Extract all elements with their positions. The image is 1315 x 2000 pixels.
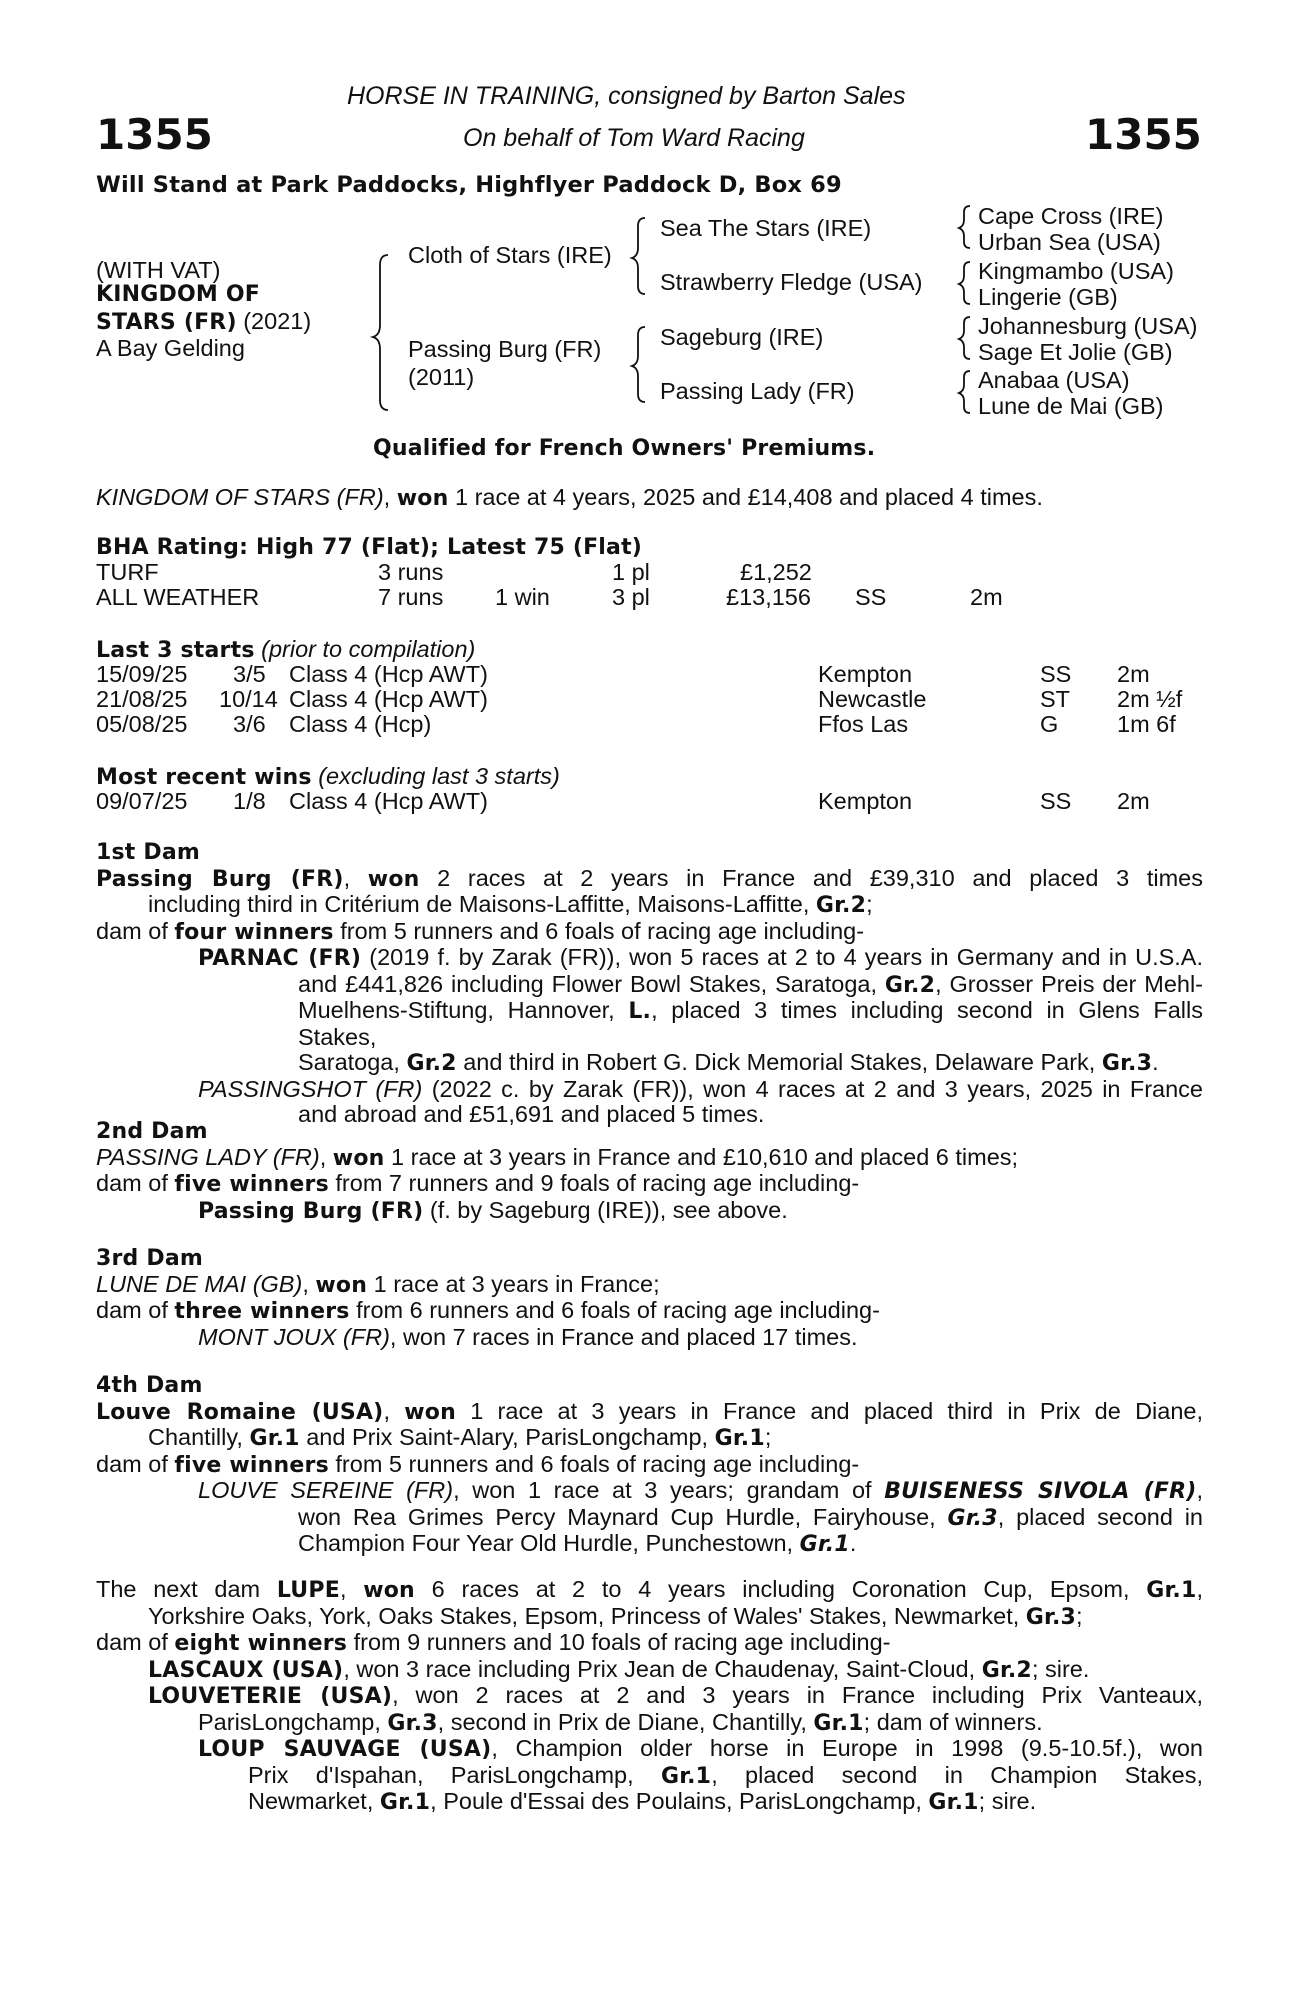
horse-name: STARS (FR): [96, 310, 237, 335]
start-course: Ffos Las: [818, 711, 909, 737]
rating-placed: 3 pl: [612, 584, 650, 610]
rating-runs: 3 runs: [378, 559, 444, 585]
pedigree-ddd: Lune de Mai (GB): [978, 393, 1164, 419]
pedigree-sdd: Lingerie (GB): [978, 284, 1118, 310]
lot-number-left: 1355: [96, 110, 213, 159]
rating-surface: TURF: [96, 559, 159, 585]
last3-heading: Last 3 starts: [96, 638, 255, 663]
recent-wins-heading: Most recent wins: [96, 765, 312, 790]
start-going: SS: [1040, 661, 1072, 687]
rating-row-all-weather: [0, 584, 1315, 610]
progeny-name: LOUVE SEREINE (FR): [198, 1477, 454, 1503]
dam-name: LUPE: [276, 1578, 340, 1603]
summary-horse-name: KINGDOM OF STARS (FR): [96, 484, 384, 510]
recent-wins-note: (excluding last 3 starts): [311, 763, 560, 789]
summary-won: won: [396, 486, 449, 511]
dam-name: LUNE DE MAI (GB): [96, 1270, 303, 1297]
start-distance: 2m ½f: [1117, 686, 1183, 712]
pedigree-dam: Passing Burg (FR): [408, 336, 602, 362]
next-dam-section: The next dam LUPE, won 6 races at 2 to 4 years including Coronation Cup, Epsom, Gr.1, Yorkshire Oaks, York, Oaks Stakes, Epsom, Princess of Wales' Stakes, Newmarket, Gr.3; dam of eight winners from 9 runners and 10 foals of racing age including- LASCAUX (USA), won 3 race including Prix Jean de Chaudenay, Saint-Cloud, Gr.2; sire. LOUVETERIE (USA), won 2 races at 2 and 3 years in France including Prix Vanteaux, ParisLongchamp, Gr.3, second in Prix de Diane, Chantilly, Gr.1; dam of winners. LOUP SAUVAGE (USA), Champion older horse in Europe in 1998 (9.5-10.5f.), won Prix d'Ispahan, ParisLongchamp, Gr.1, placed second in Champion Stakes, Newmarket, Gr.1, Poule d'Essai des Poulains, ParisLongchamp, Gr.1; sire.: [96, 1576, 1204, 1815]
pedigree-dsd: Sage Et Jolie (GB): [978, 339, 1173, 365]
start-distance: 2m: [1117, 661, 1150, 687]
win-distance: 2m: [1117, 788, 1150, 814]
bha-rating-title: BHA Rating: High 77 (Flat); Latest 75 (Flat): [96, 535, 643, 560]
dam-name: Passing Burg (FR): [96, 866, 344, 892]
rating-row-turf: [0, 559, 1315, 585]
win-position: 1/8: [233, 788, 266, 814]
rating-going: SS: [855, 584, 887, 610]
horse-year: (2021): [236, 308, 312, 334]
pedigree-sds: Kingmambo (USA): [978, 258, 1174, 284]
start-date: 05/08/25: [96, 711, 188, 737]
start-position: 10/14: [219, 686, 278, 712]
consignment-line: HORSE IN TRAINING, consigned by Barton Sales: [347, 82, 906, 110]
last3-row: [0, 711, 1315, 737]
second-dam-section: 2nd Dam PASSING LADY (FR), won 1 race at 3 years in France and £10,610 and placed 6 times; dam of five winners from 7 runners and 9 foals of racing age including- Passing Burg (FR) (f. by Sageburg (IRE)), see above.: [96, 1119, 1203, 1224]
pedigree-sire: Cloth of Stars (IRE): [408, 242, 612, 268]
start-date: 15/09/25: [96, 661, 188, 687]
dam-name: Louve Romaine (USA): [96, 1399, 384, 1425]
horse-description: A Bay Gelding: [96, 335, 245, 361]
pedigree-sire-dam: Strawberry Fledge (USA): [660, 269, 923, 295]
first-dam-section: 1st Dam Passing Burg (FR), won 2 races at 2 years in France and £39,310 and placed 3 times including third in Critérium de Maisons-Laffitte, Maisons-Laffitte, Gr.2; dam of four winners from 5 runners and 6 foals of racing age including- PARNAC (FR) (2019 f. by Zarak (FR)), won 5 races at 2 to 4 years in Germany and in U.S.A. and £441,826 including Flower Bowl Stakes, Saratoga, Gr.2, Grosser Preis der Mehl- Muelhens-Stiftung, Hannover, L., placed 3 times including second in Glens Falls Stakes, Saratoga, Gr.2 and third in Robert G. Dick Memorial Stakes, Delaware Park, Gr.3. PASSINGSHOT (FR) (2022 c. by Zarak (FR)), won 4 races at 2 and 3 years, 2025 in France and abroad and £51,691 and placed 5 times.: [96, 840, 1204, 1127]
win-going: SS: [1040, 788, 1072, 814]
start-date: 21/08/25: [96, 686, 188, 712]
start-distance: 1m 6f: [1117, 711, 1176, 737]
progeny-name: LOUP SAUVAGE (USA): [198, 1737, 492, 1762]
win-race: Class 4 (Hcp AWT): [289, 788, 488, 814]
recent-win-row: [0, 788, 1315, 814]
progeny-name: LOUVETERIE (USA): [148, 1684, 393, 1709]
start-course: Newcastle: [818, 686, 927, 712]
start-course: Kempton: [818, 661, 913, 687]
rating-wins: 1 win: [495, 584, 550, 610]
pedigree-ssd: Urban Sea (USA): [978, 229, 1161, 255]
pedigree-dam-year: (2011): [408, 364, 475, 390]
fourth-dam-heading: 4th Dam: [96, 1373, 203, 1398]
progeny-name: MONT JOUX (FR): [198, 1323, 390, 1350]
last3-row: [0, 686, 1315, 712]
stand-location: Will Stand at Park Paddocks, Highflyer Paddock D, Box 69: [96, 172, 842, 198]
behalf-line: On behalf of Tom Ward Racing: [463, 124, 805, 152]
pedigree-dss: Johannesburg (USA): [978, 313, 1198, 339]
rating-placed: 1 pl: [612, 559, 650, 585]
last3-note: (prior to compilation): [254, 636, 476, 662]
premiums-note: Qualified for French Owners' Premiums.: [373, 436, 876, 461]
progeny-name: PARNAC (FR): [198, 946, 362, 971]
win-course: Kempton: [818, 788, 913, 814]
progeny-name: PASSINGSHOT (FR): [198, 1075, 423, 1102]
start-going: ST: [1040, 686, 1071, 712]
third-dam-section: 3rd Dam LUNE DE MAI (GB), won 1 race at 3 years in France; dam of three winners from 6 runners and 6 foals of racing age including- MONT JOUX (FR), won 7 races in France and placed 17 times.: [96, 1246, 1203, 1350]
win-date: 09/07/25: [96, 788, 188, 814]
start-race: Class 4 (Hcp AWT): [289, 661, 488, 687]
third-dam-heading: 3rd Dam: [96, 1246, 203, 1271]
vat-note: (WITH VAT): [96, 257, 221, 283]
first-dam-heading: 1st Dam: [96, 840, 201, 865]
fourth-dam-section: 4th Dam Louve Romaine (USA), won 1 race at 3 years in France and placed third in Prix de Diane, Chantilly, Gr.1 and Prix Saint-Alary, ParisLongchamp, Gr.1; dam of five winners from 5 runners and 6 foals of racing age including- LOUVE SEREINE (FR), won 1 race at 3 years; grandam of BUISENESS SIVOLA (FR), won Rea Grimes Percy Maynard Cup Hurdle, Fairyhouse, Gr.3, placed second in Champion Four Year Old Hurdle, Punchestown, Gr.1.: [96, 1373, 1204, 1557]
dam-name: PASSING LADY (FR): [96, 1143, 320, 1170]
last3-row: [0, 661, 1315, 687]
recent-wins-title: [96, 763, 560, 790]
start-position: 3/6: [233, 711, 266, 737]
second-dam-heading: 2nd Dam: [96, 1119, 208, 1144]
progeny-name: Passing Burg (FR): [198, 1198, 424, 1224]
pedigree-dds: Anabaa (USA): [978, 367, 1130, 393]
rating-surface: ALL WEATHER: [96, 584, 260, 610]
lot-number-right: 1355: [1085, 110, 1202, 159]
race-summary: KINGDOM OF STARS (FR), won 1 race at 4 years, 2025 and £14,408 and placed 4 times.: [96, 484, 1043, 511]
pedigree-dam-dam: Passing Lady (FR): [660, 378, 855, 404]
pedigree-dam-sire: Sageburg (IRE): [660, 324, 824, 350]
rating-runs: 7 runs: [378, 584, 444, 610]
rating-prize: £1,252: [740, 559, 812, 585]
rating-distance: 2m: [970, 584, 1003, 610]
last3-title: [96, 636, 475, 663]
start-going: G: [1040, 711, 1059, 737]
rating-prize: £13,156: [726, 584, 811, 610]
start-race: Class 4 (Hcp AWT): [289, 686, 488, 712]
progeny-name: LASCAUX (USA): [148, 1657, 344, 1683]
start-race: Class 4 (Hcp): [289, 711, 432, 737]
pedigree-sss: Cape Cross (IRE): [978, 203, 1164, 229]
summary-record: 1 race at 4 years, 2025 and £14,408 and placed 4 times.: [448, 484, 1043, 510]
start-position: 3/5: [233, 661, 266, 687]
pedigree-sire-sire: Sea The Stars (IRE): [660, 215, 872, 241]
horse-name-line1: KINGDOM OF: [96, 282, 260, 307]
